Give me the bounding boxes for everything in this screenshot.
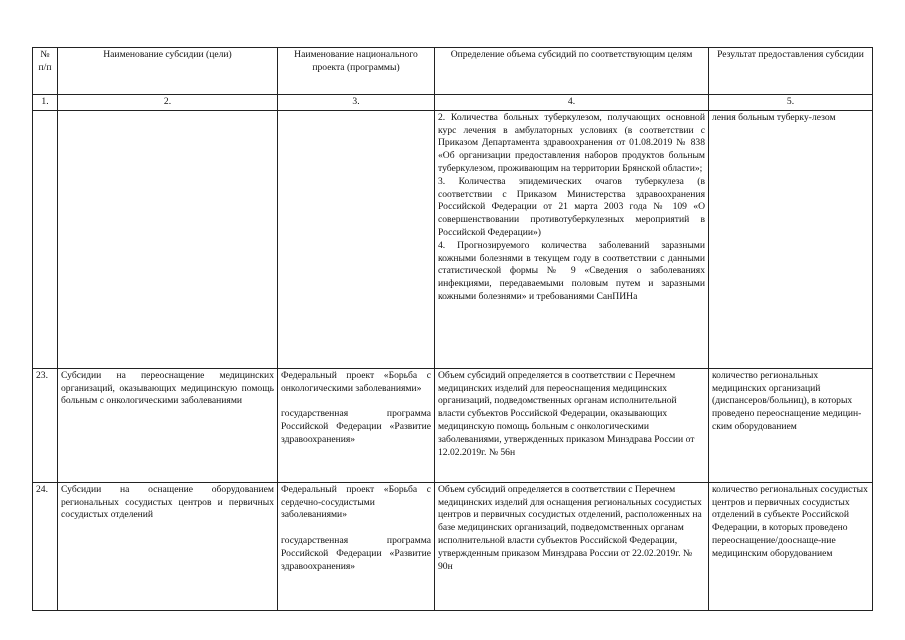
- state-program-label: государственная программа Российской Федерации «Развитие здравоохранения»: [281, 535, 431, 572]
- spacer: [281, 522, 431, 535]
- column-number: 1.: [33, 95, 58, 111]
- header-project-name: Наименование национального проекта (программы): [278, 48, 435, 95]
- column-number: 5.: [709, 95, 873, 111]
- cell-project: [278, 368, 435, 482]
- spacer: [281, 395, 431, 408]
- national-project-label: Федеральный проект «Борьба с сердечно-сосудистыми заболеваниями»: [281, 483, 431, 521]
- definition-item-2: 2. Количества больных туберкулезом, получающих основной курс лечения в амбулаторных условиях (в соответствии с Приказом Департамента здравоохранения от 01.08.2019 № 838 «Об организации предоставления наборов продуктов больным туберкулезом, проживающим на территории Брянской области»;: [438, 111, 705, 174]
- state-program-label: государственная программа Российской Федерации «Развитие здравоохранения»: [281, 408, 431, 445]
- definition-item-4: 4. Прогнозируемого количества заболеваний заразными кожными болезнями в текущем году в соответствии с данными статистической формы № 9 «Сведения о заболеваниях инфекциями, передаваемыми половым путем и заразными кожными болезнями» и требованиями СанПИНа: [438, 239, 705, 302]
- cell-definition: Объем субсидий определяется в соответствии с Перечнем медицинских изделий для оснащения региональных сосудистых центров и первичных сосудистых отделений, расположенных на базе медицинских организаций, подведомственных органам исполнительной власти субъектов Российской Федерации, утвержденным приказом Минздрава России от 22.02.2019г. № 90н: [435, 482, 709, 610]
- column-number: 2.: [58, 95, 278, 111]
- cell-project: [278, 482, 435, 610]
- cell-result: количество региональных медицинских организаций (диспансеров/больниц), в которых проведено переоснащение медицин-ским оборудованием: [709, 368, 873, 482]
- table-row: [33, 482, 873, 610]
- column-number: 3.: [278, 95, 435, 111]
- cell-empty: [33, 110, 58, 368]
- table-row: [33, 368, 873, 482]
- table-row-continued: [33, 110, 873, 368]
- row-number: 23.: [33, 368, 58, 482]
- cell-definition-continued: [435, 110, 709, 368]
- column-number: 4.: [435, 95, 709, 111]
- header-volume-definition: Определение объема субсидий по соответствующим целям: [435, 48, 709, 95]
- header-number: № п/п: [33, 48, 58, 95]
- cell-subsidy-name: Субсидии на переоснащение медицинских организаций, оказывающих медицинскую помощь больным с онкологическими заболеваниями: [58, 368, 278, 482]
- definition-item-3: 3. Количества эпидемических очагов туберкулеза (в соответствии с Приказом Министерства здравоохранения Российской Федерации от 21 марта 2003 года № 109 «О совершенствовании противотуберкулезных мероприятий в Российской Федерации»): [438, 175, 705, 238]
- cell-result: количество региональных сосудистых центров и первичных сосудистых отделений в субъекте Российской Федерации, в которых проведено переоснащение/дооснаще-ние медицинским оборудованием: [709, 482, 873, 610]
- column-number-row: [33, 95, 873, 111]
- cell-subsidy-name: Субсидии на оснащение оборудованием региональных сосудистых центров и первичных сосудистых отделений: [58, 482, 278, 610]
- row-number: 24.: [33, 482, 58, 610]
- header-subsidy-name: Наименование субсидии (цели): [58, 48, 278, 95]
- subsidy-table: [32, 47, 873, 611]
- national-project-label: Федеральный проект «Борьба с онкологическими заболеваниями»: [281, 369, 431, 394]
- cell-definition: Объем субсидий определяется в соответствии с Перечнем медицинских изделий для переоснащения медицинских организаций, подведомственных органам исполнительной власти субъектов Российской Федерации, оказывающих медицинскую помощь больным с онкологическими заболеваниями, утвержденных приказом Минздрава России от 12.02.2019г. № 56н: [435, 368, 709, 482]
- cell-result-continued: ления больным туберку-лезом: [709, 110, 873, 368]
- header-row: [33, 48, 873, 95]
- cell-empty: [278, 110, 435, 368]
- cell-empty: [58, 110, 278, 368]
- header-result: Результат предоставления субсидии: [709, 48, 873, 95]
